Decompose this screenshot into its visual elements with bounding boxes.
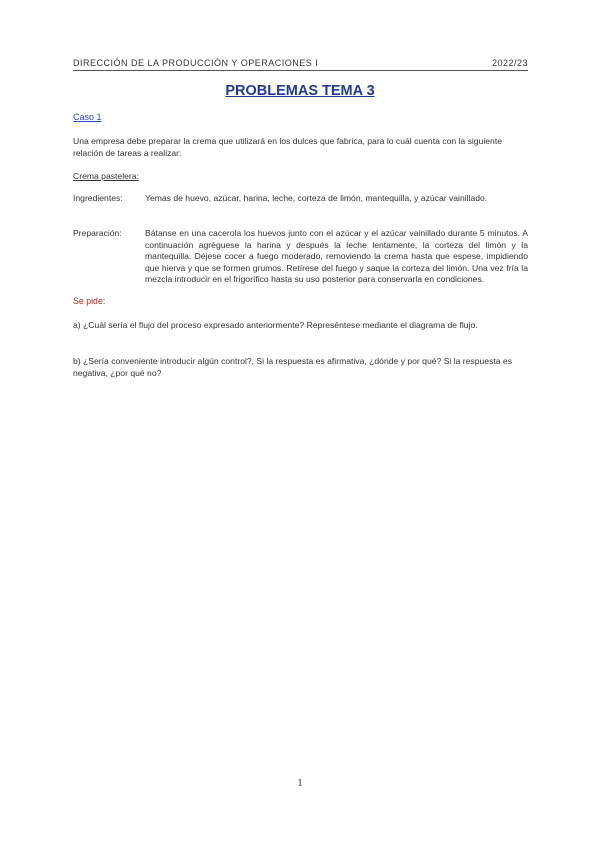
ingredients-row — [73, 193, 528, 205]
ingredients-text: Yemas de huevo, azúcar, harina, leche, corteza de limón, mantequilla, y azúcar vainillado. — [145, 193, 488, 203]
preparation-text: Bátanse en una cacerola los huevos junto con el azúcar y el azúcar vainillado durante 5 minutos. A continuación agréguese la harina y después la leche lentamente, la corteza del limón y la mantequilla. Déjese cocer a fuego moderado, removiendo la crema hasta que espese, impidiendo que hierva y que se formen grumos. Retírese del fuego y saque la corteza del limón. Una vez fría la mezcla introducir en el frigorífico hasta su uso posterior para conservarla en condiciones. — [145, 228, 528, 284]
page-number: 1 — [297, 778, 303, 789]
header-course-title: DIRECCIÓN DE LA PRODUCCIÓN Y OPERACIONES I — [73, 58, 319, 68]
page-header — [73, 58, 528, 71]
preparation-row — [73, 228, 528, 286]
intro-paragraph: Una empresa debe preparar la crema que utilizará en los dulces que fabrica, para lo cuál cuenta con la siguiente relación de tareas a realizar: — [73, 136, 502, 158]
preparation-label: Preparación: — [73, 228, 122, 238]
question-b: b) ¿Sería conveniente introducir algún control?, Si la respuesta es afirmativa, ¿dónde y por qué? Si la respuesta es negativa, ¿por qué no? — [73, 356, 512, 378]
ingredients-label: Ingredientes: — [73, 193, 123, 203]
se-pide-heading: Se pide: — [73, 296, 106, 306]
page-title: PROBLEMAS TEMA 3 — [225, 83, 375, 99]
section-label-crema: Crema pastelera: — [73, 171, 139, 181]
question-a: a) ¿Cuál sería el flujo del proceso expresado anteriormente? Represéntese mediante el diagrama de flujo. — [73, 320, 478, 330]
case-heading: Caso 1 — [73, 112, 102, 122]
header-year: 2022/23 — [491, 58, 528, 68]
